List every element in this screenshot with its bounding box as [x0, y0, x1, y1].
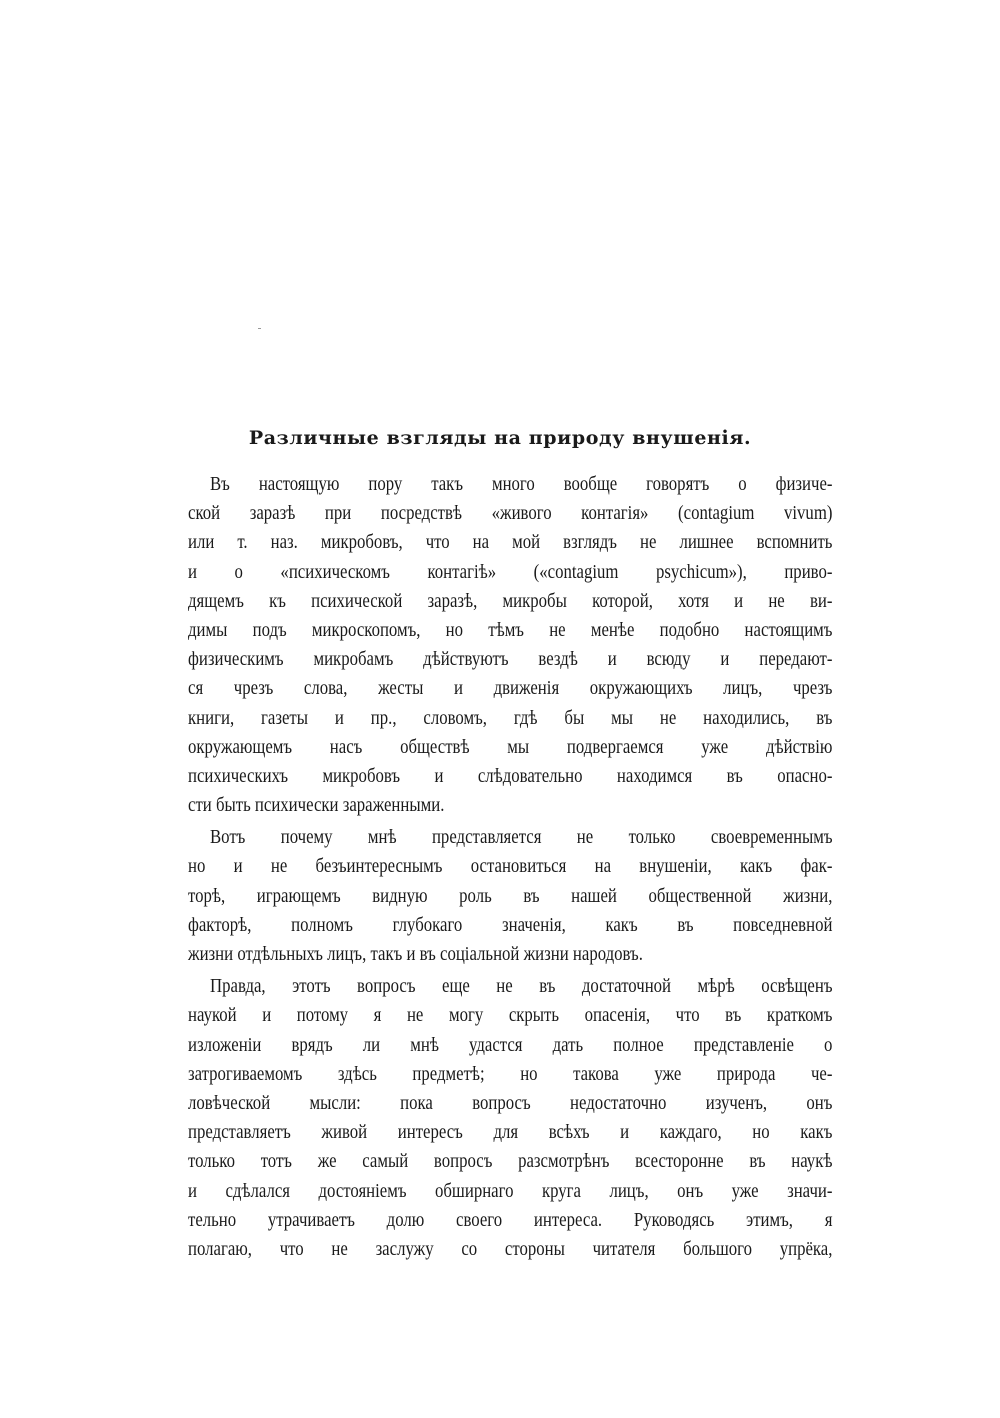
- text-line-content: димы подъ микроскопомъ, но тѣмъ не менѣе подобно настоящимъ: [188, 619, 833, 641]
- paragraph: [188, 823, 834, 969]
- text-line: [188, 645, 834, 674]
- text-line-content: затрогиваемомъ здѣсь предметѣ; но такова уже природа че-: [188, 1063, 833, 1085]
- text-line: [188, 882, 834, 911]
- text-line-content: психическихъ микробовъ и слѣдовательно находимся въ опасно-: [188, 765, 833, 787]
- paragraph: [188, 972, 834, 1264]
- text-line-content: ся чрезъ слова, жесты и движенія окружающихъ лицъ, чрезъ: [188, 678, 833, 700]
- text-line: [188, 1206, 834, 1235]
- text-line: [188, 762, 834, 791]
- scan-speck: [258, 328, 261, 329]
- text-line: [188, 704, 834, 733]
- text-line: [188, 1031, 834, 1060]
- text-line-content: и сдѣлался достояніемъ обширнаго круга лицъ, онъ уже значи-: [188, 1180, 833, 1202]
- text-line: [188, 1235, 834, 1264]
- text-line: [188, 940, 834, 969]
- text-line: [188, 674, 834, 703]
- text-line: [188, 499, 834, 528]
- text-line: [188, 791, 834, 820]
- text-line: [188, 1147, 834, 1176]
- text-line-content: Въ настоящую пору такъ много вообще говорятъ о физиче-: [210, 474, 833, 495]
- text-line: [188, 1118, 834, 1147]
- text-line: [188, 1001, 834, 1030]
- text-line-content: жизни отдѣльныхъ лицъ, такъ и въ соціальной жизни народовъ.: [188, 944, 643, 965]
- text-line-content: и о «психическомъ контагіѣ» («contagium psychicum»), приво-: [188, 561, 833, 583]
- text-line-content: Правда, этотъ вопросъ еще не въ достаточной мѣрѣ освѣщенъ: [210, 976, 833, 998]
- text-line-content: только тотъ же самый вопросъ разсмотрѣнъ всесторонне въ наукѣ: [188, 1151, 833, 1173]
- text-line-content: наукой и потому я не могу скрыть опасенія, что въ краткомъ: [188, 1005, 833, 1027]
- text-line: [188, 616, 834, 645]
- text-line-content: Вотъ почему мнѣ представляется не только своевременнымъ: [210, 827, 833, 849]
- text-line: [188, 972, 834, 1001]
- text-line: [188, 558, 834, 587]
- text-line-content: книги, газеты и пр., словомъ, гдѣ бы мы не находились, въ: [188, 707, 833, 729]
- text-line-content: изложеніи врядъ ли мнѣ удастся дать полное представленіе о: [188, 1034, 833, 1056]
- text-line: [188, 823, 834, 852]
- text-line-content: сти быть психически зараженными.: [188, 795, 445, 817]
- paragraph: [188, 470, 834, 820]
- text-line: [188, 470, 834, 499]
- text-line-content: факторѣ, полномъ глубокаго значенія, какъ въ повседневной: [188, 914, 833, 936]
- text-line-content: или т. наз. микробовъ, что на мой взглядъ не лишнее вспомнить: [188, 532, 833, 554]
- text-line: [188, 1089, 834, 1118]
- text-line-content: представляетъ живой интересъ для всѣхъ и каждаго, но какъ: [188, 1122, 833, 1144]
- text-line-content: ловѣческой мысли: пока вопросъ недостаточно изученъ, онъ: [188, 1092, 833, 1114]
- text-line-content: торѣ, играющемъ видную роль въ нашей общественной жизни,: [188, 885, 833, 907]
- text-line: [188, 587, 834, 616]
- text-line-content: физическимъ микробамъ дѣйствуютъ вездѣ и всюду и передают-: [188, 649, 833, 671]
- text-line-content: окружающемъ насъ обществѣ мы подвергаемся уже дѣйствію: [188, 736, 833, 758]
- text-line: [188, 528, 834, 557]
- body-text: [188, 470, 834, 1267]
- text-line: [188, 852, 834, 881]
- text-line-content: дящемъ къ психической заразѣ, микробы которой, хотя и не ви-: [188, 590, 833, 612]
- text-line-content: полагаю, что не заслужу со стороны читателя большого упрёка,: [188, 1238, 833, 1260]
- text-line-content: тельно утрачиваетъ долю своего интереса. Руководясь этимъ, я: [188, 1209, 833, 1231]
- text-line-content: но и не безъинтереснымъ остановиться на внушеніи, какъ фак-: [188, 856, 833, 878]
- text-line: [188, 1177, 834, 1206]
- text-line: [188, 911, 834, 940]
- text-line-content: ской заразѣ при посредствѣ «живого контагія» (contagium vivum): [188, 503, 833, 525]
- text-line: [188, 733, 834, 762]
- text-line: [188, 1060, 834, 1089]
- section-title: Различные взгляды на природу внушенія.: [248, 426, 752, 449]
